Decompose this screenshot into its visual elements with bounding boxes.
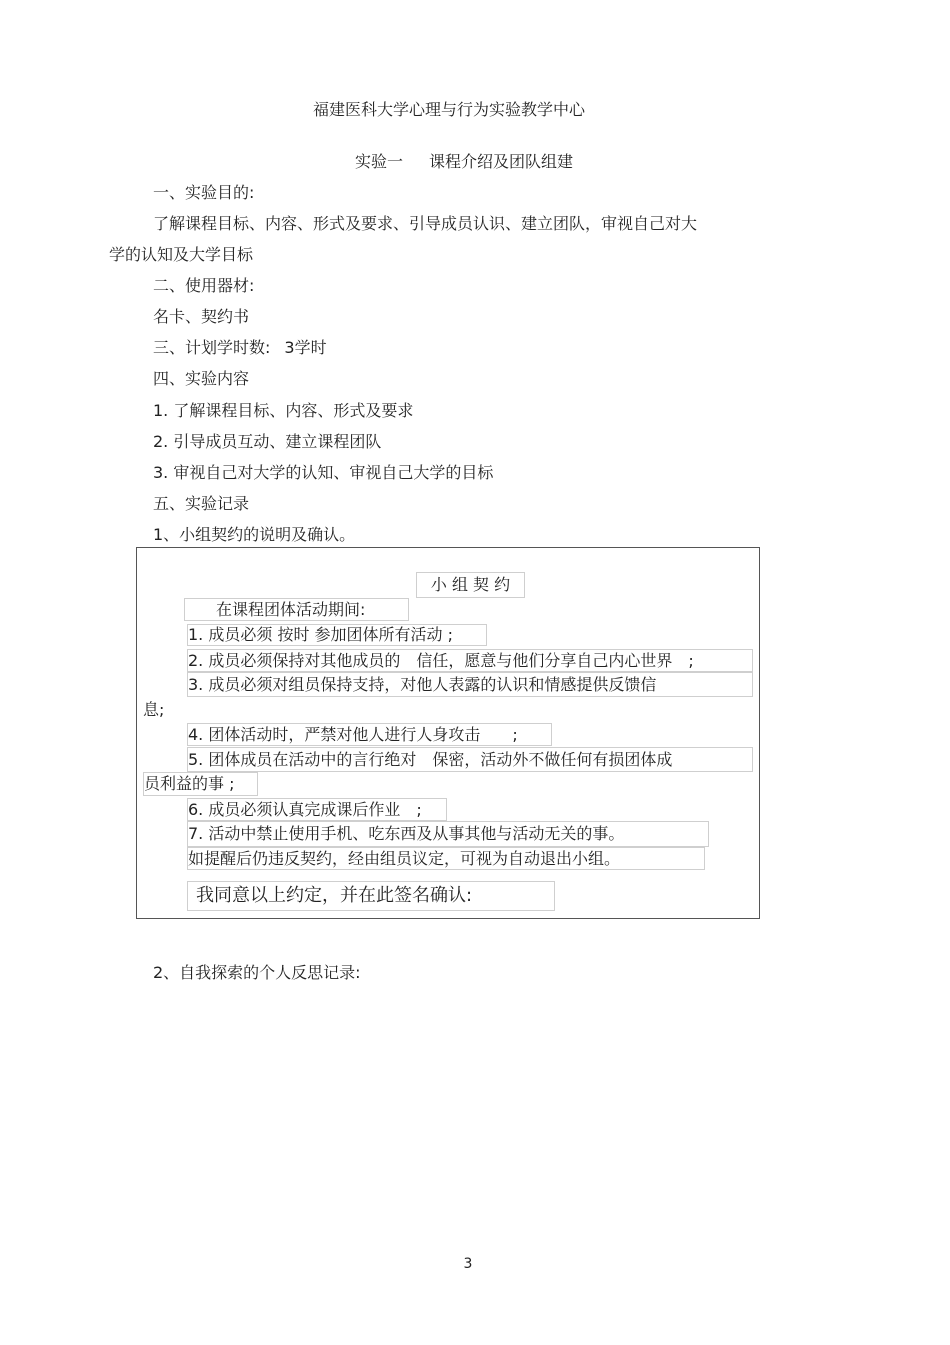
hours-line: [153, 338, 327, 358]
purpose-text-line2: 学的认知及大学目标: [109, 245, 254, 264]
contract-rule: 4. 团体活动时，严禁对他人进行人身攻击 ;: [187, 723, 552, 746]
purpose-text-line1: 了解课程目标、内容、形式及要求、引导成员认识、建立团队，审视自己对大: [153, 214, 698, 233]
contract-title: 小 组 契 约: [416, 572, 525, 598]
experiment-name: 课程介绍及团队组建: [429, 152, 574, 171]
content-heading: 四、实验内容: [153, 369, 250, 388]
contract-rule-continuation: 息;: [143, 700, 165, 719]
record-heading: 五、实验记录: [153, 494, 250, 513]
equipment-heading: 二、使用器材:: [153, 276, 255, 295]
contract-rule: 6. 成员必须认真完成课后作业 ;: [187, 798, 447, 821]
contract-rule: 如提醒后仍违反契约，经由组员议定，可视为自动退出小组。: [187, 847, 705, 870]
contract-intro: 在课程团体活动期间:: [184, 598, 409, 621]
contract-rule: 5. 团体成员在活动中的言行绝对 保密，活动外不做任何有损团体成: [187, 747, 753, 772]
group-contract-box: [136, 547, 760, 919]
contract-rule: 7. 活动中禁止使用手机、吃东西及从事其他与活动无关的事。: [187, 821, 709, 847]
hours-label: 三、计划学时数:: [153, 338, 271, 357]
experiment-title: [355, 152, 573, 172]
content-item: 3. 审视自己对大学的认知、审视自己大学的目标: [153, 463, 494, 482]
contract-rule: 1. 成员必须 按时 参加团体所有活动 ;: [187, 624, 487, 646]
page-number: 3: [463, 1256, 473, 1272]
contract-rule: 3. 成员必须对组员保持支持，对他人表露的认识和情感提供反馈信: [187, 672, 753, 697]
record-item-reflection: 2、自我探索的个人反思记录:: [153, 963, 361, 982]
equipment-text: 名卡、契约书: [153, 307, 250, 326]
content-item: 1. 了解课程目标、内容、形式及要求: [153, 401, 414, 420]
contract-rule-continuation: 员利益的事 ;: [143, 772, 258, 796]
hours-value: 3学时: [284, 338, 327, 357]
content-item: 2. 引导成员互动、建立课程团队: [153, 432, 382, 451]
contract-rule: 2. 成员必须保持对其他成员的 信任，愿意与他们分享自己内心世界 ;: [187, 649, 753, 672]
contract-agree-statement: 我同意以上约定，并在此签名确认:: [187, 881, 555, 911]
experiment-number: 实验一: [355, 152, 404, 171]
record-item-contract: 1、小组契约的说明及确认。: [153, 525, 356, 544]
document-header: 福建医科大学心理与行为实验教学中心: [312, 100, 585, 119]
purpose-heading: 一、实验目的:: [153, 183, 255, 202]
